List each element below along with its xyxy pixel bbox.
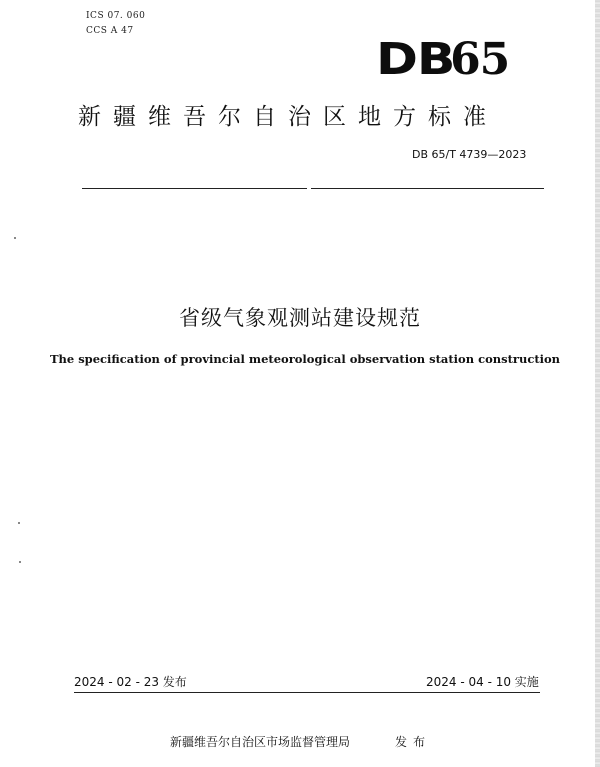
bottom-divider [74,692,540,693]
scan-speck [19,561,21,563]
db-logo [376,34,510,85]
standard-authority: 新疆维吾尔自治区地方标准 [78,104,498,130]
ics-code: ICS 07. 060 [86,11,146,21]
title-chinese: 省级气象观测站建设规范 [179,306,421,330]
issuing-authority: 新疆维吾尔自治区市场监督管理局 [170,735,351,749]
title-english: The specification of provincial meteorological observation station construction [49,352,561,366]
publish-date: 2024 - 02 - 23 发布 [74,675,187,689]
ccs-code: CCS A 47 [86,26,134,36]
scan-speck [14,237,16,239]
scan-edge [595,0,600,767]
issue-label: 发布 [395,735,432,749]
db-logo-letters: DB [376,34,455,85]
top-divider [82,188,544,189]
implement-date: 2024 - 04 - 10 实施 [426,675,539,689]
db-logo-number: 65 [450,34,510,85]
standard-number: DB 65/T 4739—2023 [412,148,527,161]
scan-speck [18,522,20,524]
